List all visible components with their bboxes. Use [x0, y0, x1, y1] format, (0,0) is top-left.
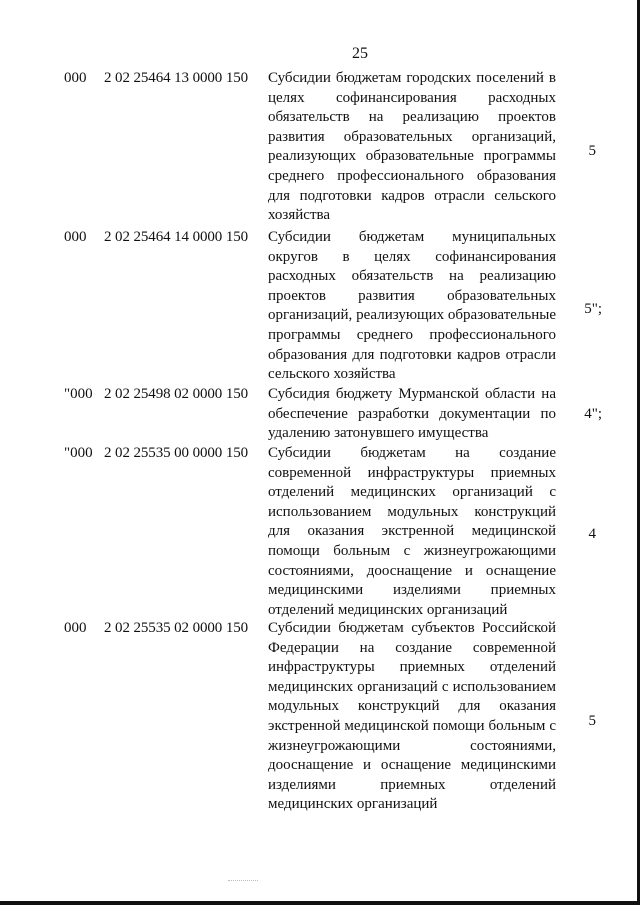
row-amount: 4"; — [584, 406, 602, 422]
scan-edge-bottom — [0, 901, 640, 905]
income-description: Субсидии бюджетам на создание современной инфраструктуры приемных отделений медицинских организаций с использованием модульных конструкций для оказания экстренной медицинской помощи больным с жизнеугрожающими состояниями, дооснащение и оснащение медицинскими изделиями приемных отделений медицинских организаций — [268, 445, 556, 618]
row-amount: 5 — [588, 713, 596, 729]
budget-classification-code: 2 02 25464 13 0000 150 — [104, 70, 249, 86]
budget-classification-code: 2 02 25535 02 0000 150 — [104, 620, 249, 636]
row-amount: 4 — [588, 526, 596, 542]
scan-speck — [228, 880, 258, 882]
admin-code: "000 — [64, 386, 93, 402]
income-description: Субсидии бюджетам муниципальных округов в целях софинансирования расходных обязательств на реализацию проектов развития образовательных организаций, реализующих образовательные программы среднего профессионального образования для подготовки кадров отрасли сельского хозяйства — [268, 229, 556, 383]
admin-code: 000 — [64, 70, 87, 86]
admin-code: "000 — [64, 445, 93, 461]
page-number: 25 — [352, 45, 368, 62]
row-amount: 5 — [588, 143, 596, 159]
budget-classification-code: 2 02 25498 02 0000 150 — [104, 386, 249, 402]
admin-code: 000 — [64, 620, 87, 636]
admin-code: 000 — [64, 229, 87, 245]
budget-classification-code: 2 02 25535 00 0000 150 — [104, 445, 249, 461]
income-description: Субсидии бюджетам городских поселений в целях софинансирования расходных обязательств на реализацию проектов развития образовательных организаций, реализующих образовательные программы среднего профессионального образования для подготовки кадров отрасли сельского хозяйства — [268, 70, 556, 224]
budget-classification-code: 2 02 25464 14 0000 150 — [104, 229, 249, 245]
income-description: Субсидия бюджету Мурманской области на обеспечение разработки документации по удалению затонувшего имущества — [268, 386, 556, 442]
income-description: Субсидии бюджетам субъектов Российской Федерации на создание современной инфраструктуры приемных отделений медицинских организаций с использованием модульных конструкций для оказания экстренной медицинской помощи больным с жизнеугрожающими состояниями, дооснащение и оснащение медицинскими изделиями приемных отделений медицинских организаций — [268, 620, 556, 813]
row-amount: 5"; — [584, 301, 602, 317]
